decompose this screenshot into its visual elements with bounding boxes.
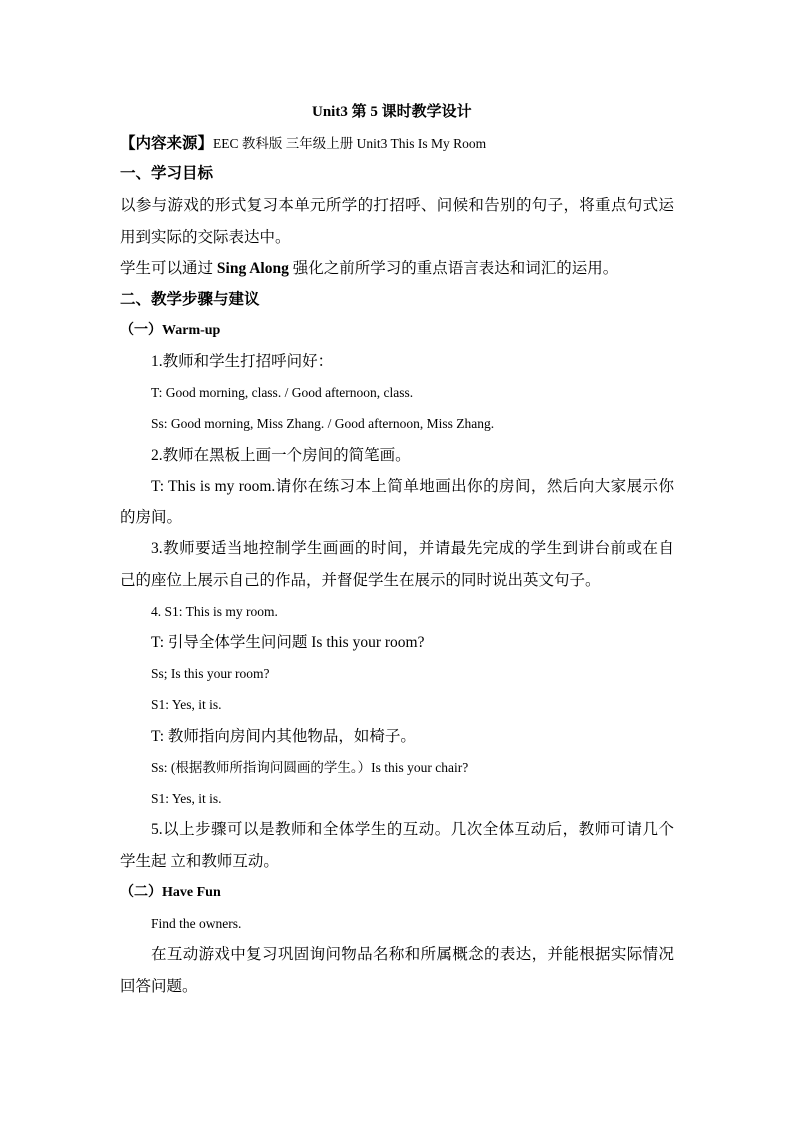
students-chair: Ss: (根据教师所指询问圆画的学生。）Is this your chair? — [151, 760, 469, 775]
goal2-pre: 学生可以通过 — [120, 260, 217, 277]
source-label: 【内容来源】 — [120, 135, 214, 152]
goal1-line2: 用到实际的交际表达中。 — [120, 229, 291, 246]
teacher-greeting: T: Good morning, class. / Good afternoon, class. — [151, 385, 414, 400]
goal2 — [120, 259, 618, 279]
students-greeting: Ss: Good morning, Miss Zhang. / Good afternoon, Miss Zhang. — [151, 416, 495, 431]
step5-line1: 5.以上步骤可以是教师和全体学生的互动。几次全体互动后，教师可请几个 — [151, 821, 674, 838]
students-ask: Ss; Is this your room? — [151, 666, 270, 681]
subsection-have-fun: （二）Have Fun — [120, 885, 221, 900]
teacher-room-line1: T: This is my room.请你在练习本上简单地画出你的房间，然后向大家展示你 — [151, 478, 674, 495]
game-line2: 回答问题。 — [120, 978, 198, 995]
step3-line2: 己的座位上展示自己的作品，并督促学生在展示的同时说出英文句子。 — [120, 572, 601, 589]
goal1-line1: 以参与游戏的形式复习本单元所学的打招呼、问候和告别的句子，将重点句式运 — [120, 197, 674, 214]
document-title: Unit3 第 5 课时教学设计 — [312, 104, 472, 120]
teacher-room-line2: 的房间。 — [120, 509, 183, 526]
teacher-point: T: 教师指向房间内其他物品，如椅子。 — [151, 728, 416, 745]
game-line1: 在互动游戏中复习巩固询问物品名称和所属概念的表达，并能根据实际情况 — [151, 946, 674, 963]
source-text: EEC 教科版 三年级上册 Unit3 This Is My Room — [213, 136, 487, 151]
step4: 4. S1: This is my room. — [151, 604, 278, 619]
s1-answer-2: S1: Yes, it is. — [151, 791, 222, 806]
subsection-warm-up: （一）Warm-up — [120, 323, 221, 338]
find-owners: Find the owners. — [151, 916, 242, 931]
step2: 2.教师在黑板上画一个房间的简笔画。 — [151, 447, 411, 464]
teacher-guide: T: 引导全体学生问问题 Is this your room? — [151, 634, 425, 651]
s1-answer-1: S1: Yes, it is. — [151, 697, 222, 712]
step1: 1.教师和学生打招呼问好： — [151, 353, 334, 370]
step3-line1: 3.教师要适当地控制学生画画的时间，并请最先完成的学生到讲台前或在自 — [151, 540, 674, 557]
section-heading-goals: 一、学习目标 — [120, 165, 214, 182]
content-source — [120, 134, 486, 155]
goal2-post: 强化之前所学习的重点语言表达和词汇的运用。 — [288, 260, 619, 277]
goal2-bold: Sing Along — [216, 260, 289, 277]
section-heading-steps: 二、教学步骤与建议 — [120, 291, 260, 308]
step5-line2: 学生起 立和教师互动。 — [120, 853, 279, 870]
